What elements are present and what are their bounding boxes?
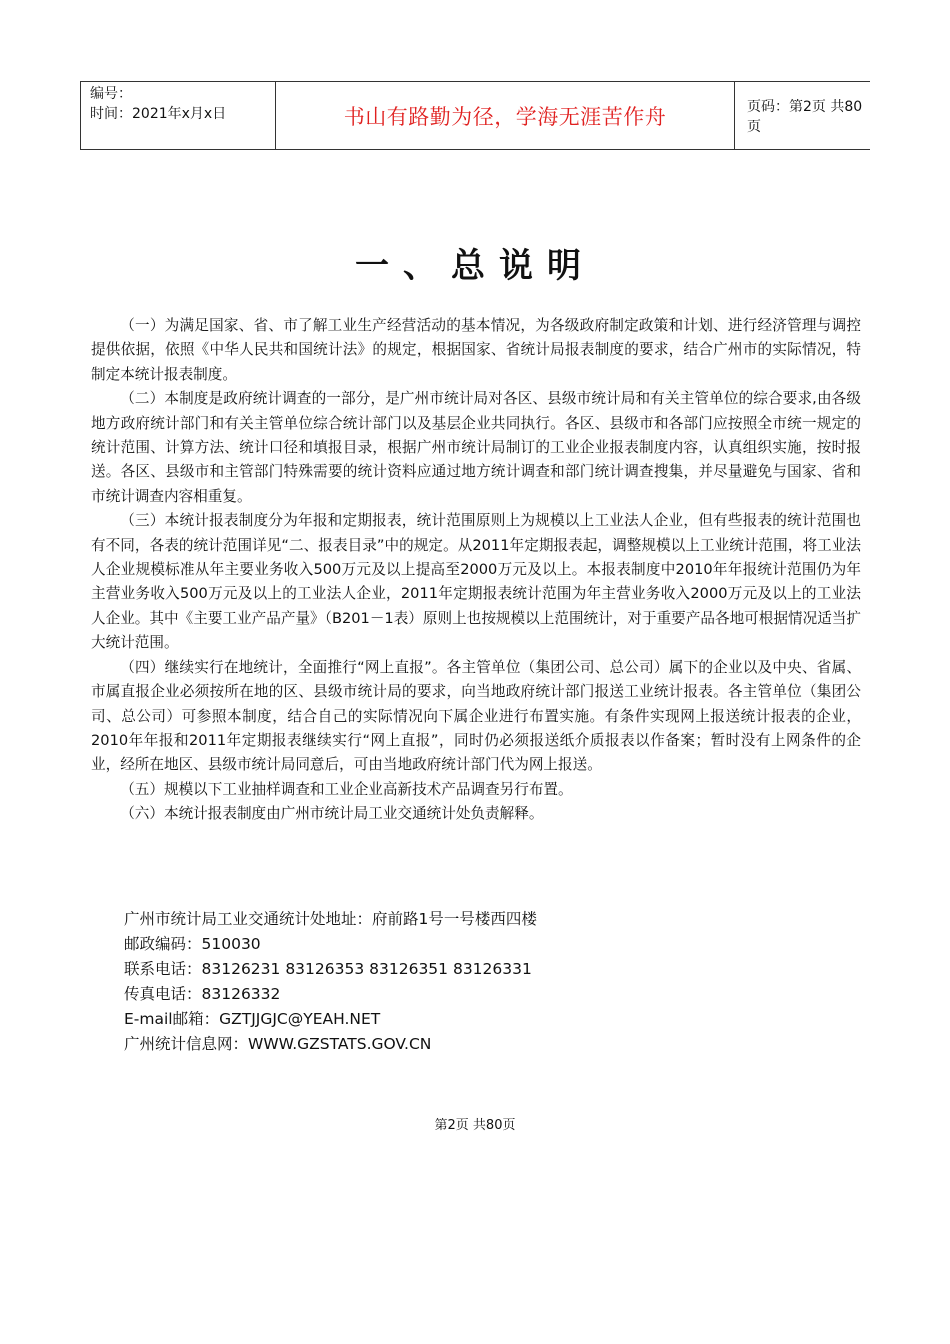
paragraph-3: （三）本统计报表制度分为年报和定期报表，统计范围原则上为规模以上工业法人企业，但有些报表的统计范围也有不同，各表的统计范围详见“二、报表目录”中的规定。从2011年定期报表起，调整规模以上工业统计范围，将工业法人企业规模标准从年主要业务收入500万元及以上提高至2000万元及以上。本报表制度中2010年年报统计范围仍为年主营业务收入500万元及以上的工业法人企业，2011年定期报表统计范围为年主营业务收入2000万元及以上的工业法人企业。其中《主要工业产品产量》（B201－1表）原则上也按规模以上范围统计，对于重要产品各地可根据情况适当扩大统计范围。: [91, 512, 861, 652]
contact-postcode: 邮政编码：510030: [124, 935, 261, 953]
paragraph-2: （二）本制度是政府统计调查的一部分，是广州市统计局对各区、县级市统计局和有关主管单位的综合要求,由各级地方政府统计部门和有关主管单位综合统计部门以及基层企业共同执行。各区、县级市和各部门应按照全市统一规定的统计范围、计算方法、统计口径和填报目录，根据广州市统计局制订的工业企业报表制度内容，认真组织实施，按时报送。各区、县级市和主管部门特殊需要的统计资料应通过地方统计调查和部门统计调查搜集，并尽量避免与国家、省和市统计调查内容相重复。: [91, 390, 861, 505]
paragraph-4: （四）继续实行在地统计，全面推行“网上直报”。各主管单位（集团公司、总公司）属下的企业以及中央、省属、市属直报企业必须按所在地的区、县级市统计局的要求，向当地政府统计部门报送工业统计报表。各主管单位（集团公司、总公司）可参照本制度，结合自己的实际情况向下属企业进行布置实施。有条件实现网上报送统计报表的企业，2010年年报和2011年定期报表继续实行“网上直报”，同时仍必须报送纸介质报表以作备案；暂时没有上网条件的企业，经所在地区、县级市统计局同意后，可由当地政府统计部门代为网上报送。: [91, 658, 861, 774]
paragraph-5: （五）规模以下工业抽样调查和工业企业高新技术产品调查另行布置。: [120, 780, 573, 798]
document-header: [80, 81, 870, 150]
page-title: 一、总说明: [355, 246, 595, 286]
footer-page-number: 第2页 共80页: [434, 1118, 516, 1133]
contact-phone: 联系电话：83126231 83126353 83126351 83126331: [124, 960, 532, 978]
contact-email: E-mail邮箱：GZTJJGJC@YEAH.NET: [124, 1010, 381, 1028]
header-page-cell: [735, 82, 870, 149]
contact-address: 广州市统计局工业交通统计处地址：府前路1号一号楼西四楼: [124, 910, 537, 928]
header-motto: 书山有路勤为径，学海无涯苦作舟: [343, 104, 667, 129]
contact-fax: 传真电话：83126332: [124, 985, 281, 1003]
header-page-label: 页码：第2页 共80页: [747, 98, 863, 135]
header-motto-cell: [276, 82, 735, 149]
document-number-label: 编号：: [90, 86, 132, 102]
contact-website: 广州统计信息网：WWW.GZSTATS.GOV.CN: [124, 1035, 432, 1053]
header-meta-cell: [81, 82, 276, 149]
paragraph-1: （一）为满足国家、省、市了解工业生产经营活动的基本情况，为各级政府制定政策和计划、进行经济管理与调控提供依据，依照《中华人民共和国统计法》的规定，根据国家、省统计局报表制度的要求，结合广州市的实际情况，特制定本统计报表制度。: [91, 317, 861, 383]
document-time-label: 时间：2021年x月x日: [90, 106, 227, 122]
contact-info: [124, 907, 537, 1057]
paragraph-6: （六）本统计报表制度由广州市统计局工业交通统计处负责解释。: [120, 805, 544, 823]
body-text: [91, 314, 861, 827]
